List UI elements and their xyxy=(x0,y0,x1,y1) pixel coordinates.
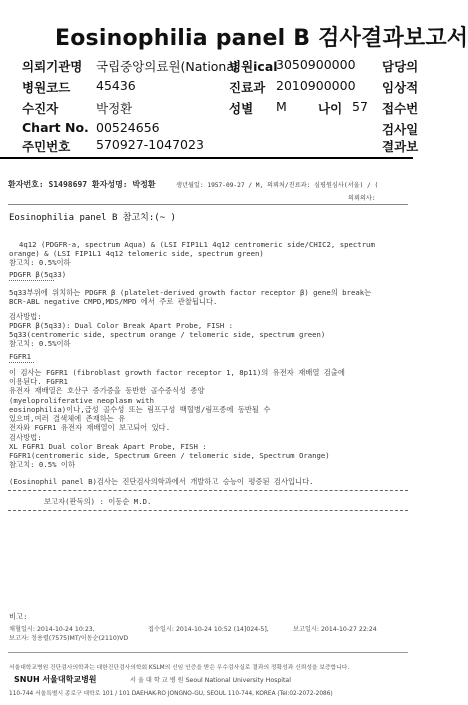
underline xyxy=(9,362,34,363)
requesting-org-label: 의뢰기관명 xyxy=(22,59,83,74)
header-divider xyxy=(0,157,413,159)
reporter-codes: 보고자: 정용렬(7575)MT/이동순(2110)VD xyxy=(9,635,129,642)
footer-divider xyxy=(8,652,408,653)
underline xyxy=(9,280,54,281)
line: 5q33부위에 위치하는 PDGFR β (platelet-derived growth factor receptor β) gene의 break는 xyxy=(9,288,372,297)
requesting-org-code: 3050900000 xyxy=(276,57,356,72)
chart-no-value: 00524656 xyxy=(96,120,160,135)
method-heading: 검사방법: xyxy=(9,312,42,321)
receive-date: 접수일시: 2014-10-24 10:52 (14]024-5], xyxy=(148,626,269,633)
line: 있으며,여러 결색체에 존재하는 유 xyxy=(9,414,126,424)
line: 유전자 재배열은 호산구 증가증을 동반한 골수증식성 종양 xyxy=(9,386,205,396)
line: 전자와 FGFR1 유전자 재배열이 보고되어 있다. xyxy=(9,423,171,433)
report-date: 보고일시: 2014-10-27 22:24 xyxy=(293,626,377,633)
dash-divider xyxy=(8,490,408,491)
patient-line: 환자번호: S1498697 환자성명: 박정환 xyxy=(8,180,156,189)
age-value: 57 xyxy=(352,99,368,114)
hospital-logo: SNUH 서울대학교병원 xyxy=(14,675,97,684)
requesting-org-value: 국립중앙의료원(National xyxy=(96,59,238,74)
cut-label-3: 접수번 xyxy=(382,101,419,116)
hospital-code-label: 병원코드 xyxy=(22,80,71,95)
line: FGFR1(centromeric side, Spectrum Green / telomeric side, Spectrum Orange) xyxy=(9,451,330,461)
footer-certification: 서울대학교병원 진단검사의학과는 대한진단검사의학회 KSLM의 신임 인증을 받은 우수검사실로 결과의 정확성과 신뢰성을 보증합니다. xyxy=(9,665,350,671)
examinee-label: 수진자 xyxy=(22,101,59,116)
line: 참고치: 0.5%이하 xyxy=(9,339,71,349)
line: (myeloproliferative neoplasm with xyxy=(9,395,154,405)
block-pdgfrb-method xyxy=(9,321,325,349)
footer-address: 110-744 서울특별시 종로구 대학로 101 / 101 DAEHAK-RO JONGNO-GU, SEOUL 110-744, KOREA (Tel:02-2072-2086) xyxy=(9,691,333,697)
dept-value: 2010900000 xyxy=(276,78,356,93)
cut-label-5: 결과보 xyxy=(382,139,419,154)
line: XL FGFR1 Dual color Break Apart Probe, FISH : xyxy=(9,442,207,451)
block-fgfr1-method xyxy=(9,442,330,470)
line: 5q33(centromeric side, spectrum orange / telomeric side, spectrum green) xyxy=(9,330,326,340)
hospital-code-value: 45436 xyxy=(96,78,136,93)
rrn-value: 570927-1047023 xyxy=(96,137,204,152)
line: BCR-ABL negative CMPD,MDS/MPD 에서 주로 관찰됩니다. xyxy=(9,297,218,307)
block-pdgfrb xyxy=(9,288,371,306)
closing-note: (Eosinophil panel B)검사는 진단검사의학과에서 개발하고 승능이 평증된 검사입니다. xyxy=(9,477,314,486)
line: 참고치: 0.5% 이하 xyxy=(9,460,75,470)
footer-hospital-name: 서 울 대 학 교 병 원 Seoul National University Hospital xyxy=(130,677,291,684)
cut-label-2: 임상적 xyxy=(382,80,419,95)
block-fgfr1 xyxy=(9,368,345,432)
sex-label: 성별 xyxy=(229,101,254,116)
line: 이 검사는 FGFR1 (fibroblast growth factor receptor 1, 8p11)의 유전자 재배열 검출에 xyxy=(9,368,345,377)
referring-line: 의뢰의사: xyxy=(348,195,376,202)
report-title: Eosinophilia panel B 검사결과보고서 xyxy=(55,26,468,51)
fgfr1-heading: FGFR1 xyxy=(9,352,31,361)
block-pdgfra xyxy=(9,240,375,268)
requesting-org-overlap: 병원ical xyxy=(229,59,278,74)
line: orange) & (LSI FIP1L1 4q12 telomeric side, spectrum green) xyxy=(9,249,264,259)
cut-label-1: 담당의 xyxy=(382,59,419,74)
rrn-label: 주민번호 xyxy=(22,139,71,154)
cut-label-4: 검사일 xyxy=(382,122,419,137)
line: eosinophilia)이나,급성 골수성 또는 림프구성 백혈병/림프종에 동반될 수 xyxy=(9,404,271,414)
dept-label: 진료과 xyxy=(229,80,266,95)
chart-no-label: Chart No. xyxy=(22,120,89,135)
sex-value: M xyxy=(276,99,287,114)
line: 이용된다. FGFR1 xyxy=(9,377,68,387)
examinee-value: 박정환 xyxy=(96,101,133,116)
line: PDGFR β(5q33): Dual Color Break Apart Probe, FISH : xyxy=(9,321,234,330)
line: 참고치: 0.5%이하 xyxy=(9,258,71,268)
scan-divider xyxy=(8,204,408,205)
pdgfrb-heading: PDGFR β(5q33) xyxy=(9,270,67,279)
birth-line: 생년월일: 1957-09-27 / M, 의뢰처/진료과: 심평원심사(서울) / ( xyxy=(176,182,379,189)
line: 4q12 (PDGFR-a, spectrum Aqua) & (LSI FIP1L1 4q12 centromeric side/CHIC2, spectrum xyxy=(19,240,375,249)
note-label: 비고: xyxy=(9,612,28,621)
dash-divider xyxy=(8,510,408,511)
collect-date: 채혈일시: 2014-10-24 10:23, xyxy=(9,626,95,633)
method-heading-2: 검사방법: xyxy=(9,433,42,442)
age-label: 나이 xyxy=(318,101,343,116)
panel-title: Eosinophilia panel B 참고치:(~ ) xyxy=(9,213,176,223)
reporter-line: 보고자(판독의) : 이동순 M.D. xyxy=(44,497,152,506)
